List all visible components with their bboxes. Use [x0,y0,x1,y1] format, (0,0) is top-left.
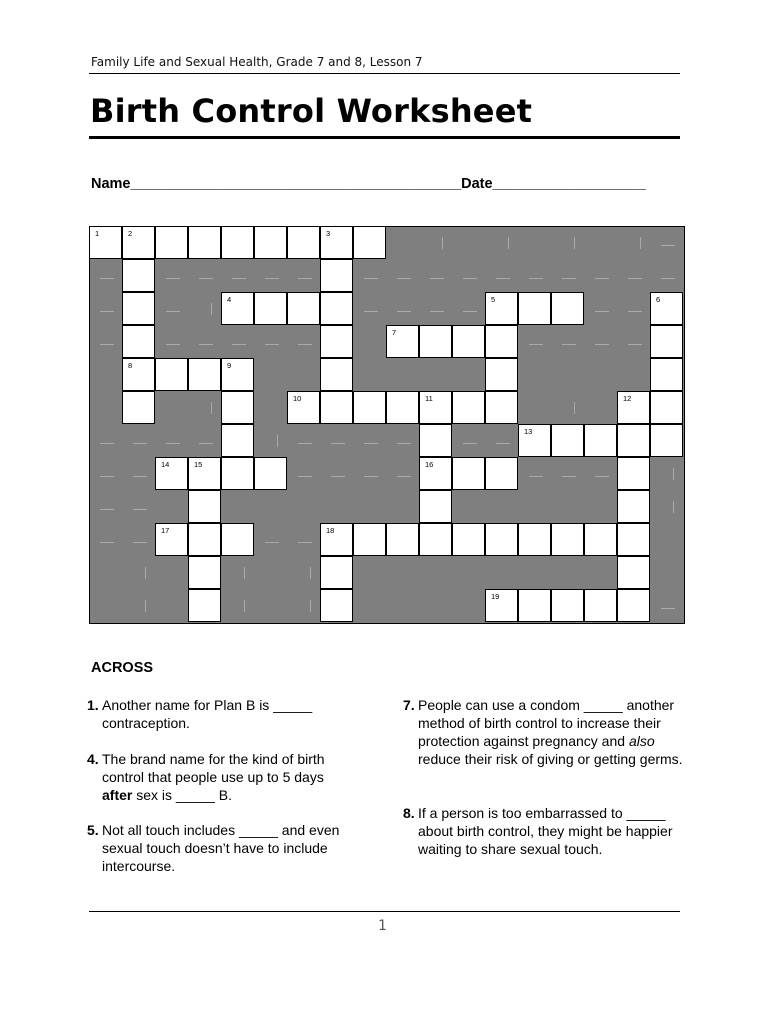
crossword-cell[interactable] [221,523,254,556]
crossword-cell[interactable] [221,424,254,457]
title-rule [89,136,680,139]
grid-ghost-mark [496,443,510,444]
clue-number-label: 12 [623,394,632,403]
crossword-cell[interactable] [320,292,353,325]
grid-ghost-mark [211,303,212,315]
grid-ghost-mark [574,402,575,414]
crossword-cell[interactable] [386,325,419,358]
clue-number-label: 9 [227,361,232,370]
grid-ghost-mark [100,344,114,345]
grid-ghost-mark [133,509,147,510]
grid-ghost-mark [661,278,675,279]
crossword-cell[interactable] [650,358,683,391]
grid-ghost-mark [166,443,180,444]
grid-ghost-mark [463,311,477,312]
crossword-cell[interactable] [287,391,320,424]
clue-number-label: 3 [326,229,331,238]
grid-ghost-mark [100,542,114,543]
clue-across-1 [87,696,352,732]
clue-number: 5. [87,822,99,838]
grid-ghost-mark [628,278,642,279]
crossword-cell[interactable] [617,457,650,490]
clue-across-5 [87,821,367,875]
grid-ghost-mark [508,237,509,249]
crossword-cell[interactable] [452,457,485,490]
grid-ghost-mark [574,237,575,249]
clue-number-label: 13 [524,427,533,436]
grid-ghost-mark [595,311,609,312]
crossword-cell[interactable] [485,457,518,490]
crossword-cell[interactable] [551,589,584,622]
clue-across-8 [403,804,678,858]
grid-ghost-mark [133,542,147,543]
clue-number-label: 8 [128,361,133,370]
grid-ghost-mark [529,476,543,477]
crossword-cell[interactable] [155,358,188,391]
clue-number-label: 11 [425,394,433,403]
grid-ghost-mark [562,278,576,279]
crossword-cell[interactable] [617,556,650,589]
crossword-cell[interactable] [188,457,221,490]
crossword-cell[interactable] [485,391,518,424]
crossword-cell[interactable] [188,556,221,589]
crossword-cell[interactable] [419,424,452,457]
grid-ghost-mark [397,311,411,312]
clue-emphasis: after [102,787,133,803]
clue-across-4 [87,750,352,804]
crossword-cell[interactable] [518,589,551,622]
grid-ghost-mark [463,443,477,444]
grid-ghost-mark [595,344,609,345]
grid-ghost-mark [331,443,345,444]
grid-ghost-mark [397,476,411,477]
crossword-cell[interactable] [584,589,617,622]
grid-ghost-mark [595,278,609,279]
grid-ghost-mark [298,476,312,477]
crossword-cell[interactable] [485,589,518,622]
grid-ghost-mark [100,311,114,312]
grid-ghost-mark [166,278,180,279]
grid-ghost-mark [199,344,213,345]
crossword-cell[interactable] [485,523,518,556]
grid-ghost-mark [661,245,675,246]
clue-number-label: 18 [326,526,335,535]
grid-ghost-mark [442,237,443,249]
clue-text: If a person is too embarrassed to _____ about birth control, they might be happier waiting to share sexual touch. [418,805,673,857]
grid-ghost-mark [310,567,311,579]
crossword-cell[interactable] [188,490,221,523]
clue-number-label: 19 [491,592,500,601]
clue-number-label: 14 [161,460,170,469]
crossword-cell[interactable] [188,589,221,622]
clue-number-label: 2 [128,229,133,238]
crossword-cell[interactable] [452,325,485,358]
course-header: Family Life and Sexual Health, Grade 7 and 8, Lesson 7 [91,55,423,69]
crossword-cell[interactable] [221,358,254,391]
crossword-cell[interactable] [122,391,155,424]
grid-ghost-mark [298,344,312,345]
page-number: 1 [378,918,387,934]
crossword-cell[interactable] [122,226,155,259]
grid-ghost-mark [100,443,114,444]
grid-ghost-mark [265,344,279,345]
crossword-cell[interactable] [419,391,452,424]
grid-ghost-mark [298,278,312,279]
clue-text-end: reduce their risk of giving or getting germs. [418,751,683,767]
grid-ghost-mark [673,468,674,480]
crossword-cell[interactable] [188,358,221,391]
clue-number-label: 1 [95,229,100,238]
across-heading: ACROSS [91,660,154,676]
crossword-cell[interactable] [155,523,188,556]
grid-ghost-mark [232,344,246,345]
crossword-cell[interactable] [320,259,353,292]
grid-ghost-mark [244,567,245,579]
crossword-cell[interactable] [518,424,551,457]
grid-ghost-mark [199,443,213,444]
grid-ghost-mark [298,542,312,543]
grid-ghost-mark [364,476,378,477]
grid-ghost-mark [211,402,212,414]
crossword-cell[interactable] [122,292,155,325]
crossword-cell[interactable] [551,292,584,325]
grid-ghost-mark [100,278,114,279]
crossword-cell[interactable] [287,292,320,325]
grid-ghost-mark [529,278,543,279]
crossword-cell[interactable] [221,457,254,490]
grid-ghost-mark [145,567,146,579]
crossword-cell[interactable] [551,424,584,457]
clue-text: The brand name for the kind of birth control that people use up to 5 days [102,751,325,785]
name-date-line: Name_________________________________________Date___________________ [91,176,646,192]
clue-number: 7. [403,697,415,713]
crossword-cell[interactable] [617,391,650,424]
grid-ghost-mark [595,476,609,477]
crossword-cell[interactable] [452,523,485,556]
grid-ghost-mark [430,311,444,312]
clue-number: 8. [403,805,415,821]
crossword-cell[interactable] [254,457,287,490]
grid-ghost-mark [100,509,114,510]
grid-ghost-mark [673,501,674,513]
crossword-cell[interactable] [89,226,122,259]
crossword-grid [89,226,685,624]
crossword-cell[interactable] [419,325,452,358]
crossword-cell[interactable] [122,358,155,391]
grid-ghost-mark [628,311,642,312]
clue-number-label: 17 [161,526,170,535]
grid-ghost-mark [661,608,675,609]
crossword-cell[interactable] [584,523,617,556]
clue-text: People can use a condom _____ another method of birth control to increase their protection against pregnancy and [418,697,675,749]
grid-ghost-mark [133,476,147,477]
grid-ghost-mark [232,278,246,279]
crossword-cell[interactable] [551,523,584,556]
clue-number-label: 10 [293,394,302,403]
grid-ghost-mark [277,435,278,447]
clue-number-label: 6 [656,295,661,304]
grid-ghost-mark [364,311,378,312]
crossword-cell[interactable] [617,490,650,523]
crossword-cell[interactable] [320,556,353,589]
crossword-cell[interactable] [419,490,452,523]
clue-text: Not all touch includes _____ and even sexual touch doesn’t have to include intercourse. [102,822,340,874]
crossword-cell[interactable] [650,391,683,424]
clue-number: 1. [87,697,99,713]
grid-ghost-mark [310,600,311,612]
crossword-cell[interactable] [254,226,287,259]
clue-number-label: 7 [392,328,397,337]
crossword-cell[interactable] [188,523,221,556]
crossword-cell[interactable] [221,391,254,424]
crossword-cell[interactable] [122,259,155,292]
crossword-cell[interactable] [485,292,518,325]
crossword-cell[interactable] [221,226,254,259]
grid-ghost-mark [145,600,146,612]
clue-number-label: 15 [194,460,203,469]
grid-ghost-mark [364,278,378,279]
grid-ghost-mark [397,443,411,444]
crossword-cell[interactable] [518,292,551,325]
clue-number-label: 16 [425,460,434,469]
crossword-cell[interactable] [650,325,683,358]
crossword-cell[interactable] [221,292,254,325]
grid-ghost-mark [628,344,642,345]
grid-ghost-mark [298,443,312,444]
crossword-cell[interactable] [320,391,353,424]
grid-ghost-mark [265,278,279,279]
grid-ghost-mark [562,344,576,345]
crossword-cell[interactable] [485,358,518,391]
grid-ghost-mark [364,443,378,444]
grid-ghost-mark [562,476,576,477]
grid-ghost-mark [430,278,444,279]
crossword-cell[interactable] [155,457,188,490]
crossword-cell[interactable] [386,391,419,424]
grid-ghost-mark [640,237,641,249]
clue-number-label: 5 [491,295,496,304]
crossword-cell[interactable] [320,226,353,259]
clue-across-7 [403,696,685,768]
crossword-cell[interactable] [584,424,617,457]
grid-ghost-mark [529,344,543,345]
crossword-cell[interactable] [650,292,683,325]
crossword-cell[interactable] [518,523,551,556]
grid-ghost-mark [166,344,180,345]
crossword-cell[interactable] [353,523,386,556]
crossword-cell[interactable] [386,523,419,556]
crossword-cell[interactable] [320,325,353,358]
crossword-cell[interactable] [320,589,353,622]
crossword-cell[interactable] [155,226,188,259]
grid-ghost-mark [244,600,245,612]
crossword-cell[interactable] [353,226,386,259]
grid-ghost-mark [100,476,114,477]
crossword-cell[interactable] [419,457,452,490]
header-rule [89,73,680,74]
grid-ghost-mark [496,278,510,279]
grid-ghost-mark [133,443,147,444]
crossword-cell[interactable] [617,424,650,457]
grid-ghost-mark [463,278,477,279]
grid-ghost-mark [397,278,411,279]
crossword-cell[interactable] [320,523,353,556]
grid-ghost-mark [331,476,345,477]
clue-text-end: sex is _____ B. [132,787,232,803]
clue-text: Another name for Plan B is _____ contraception. [102,697,313,731]
crossword-cell[interactable] [353,391,386,424]
crossword-cell[interactable] [617,523,650,556]
clue-number: 4. [87,751,99,767]
grid-ghost-mark [265,542,279,543]
grid-ghost-mark [166,311,180,312]
crossword-cell[interactable] [485,325,518,358]
crossword-cell[interactable] [320,358,353,391]
crossword-cell[interactable] [122,325,155,358]
crossword-cell[interactable] [650,424,683,457]
grid-ghost-mark [199,278,213,279]
crossword-cell[interactable] [287,226,320,259]
crossword-cell[interactable] [617,589,650,622]
clue-emphasis: also [628,733,655,749]
page-title: Birth Control Worksheet [90,92,533,130]
crossword-cell[interactable] [254,292,287,325]
crossword-cell[interactable] [188,226,221,259]
clue-number-label: 4 [227,295,232,304]
crossword-cell[interactable] [452,391,485,424]
footer-rule [89,911,680,912]
crossword-cell[interactable] [419,523,452,556]
